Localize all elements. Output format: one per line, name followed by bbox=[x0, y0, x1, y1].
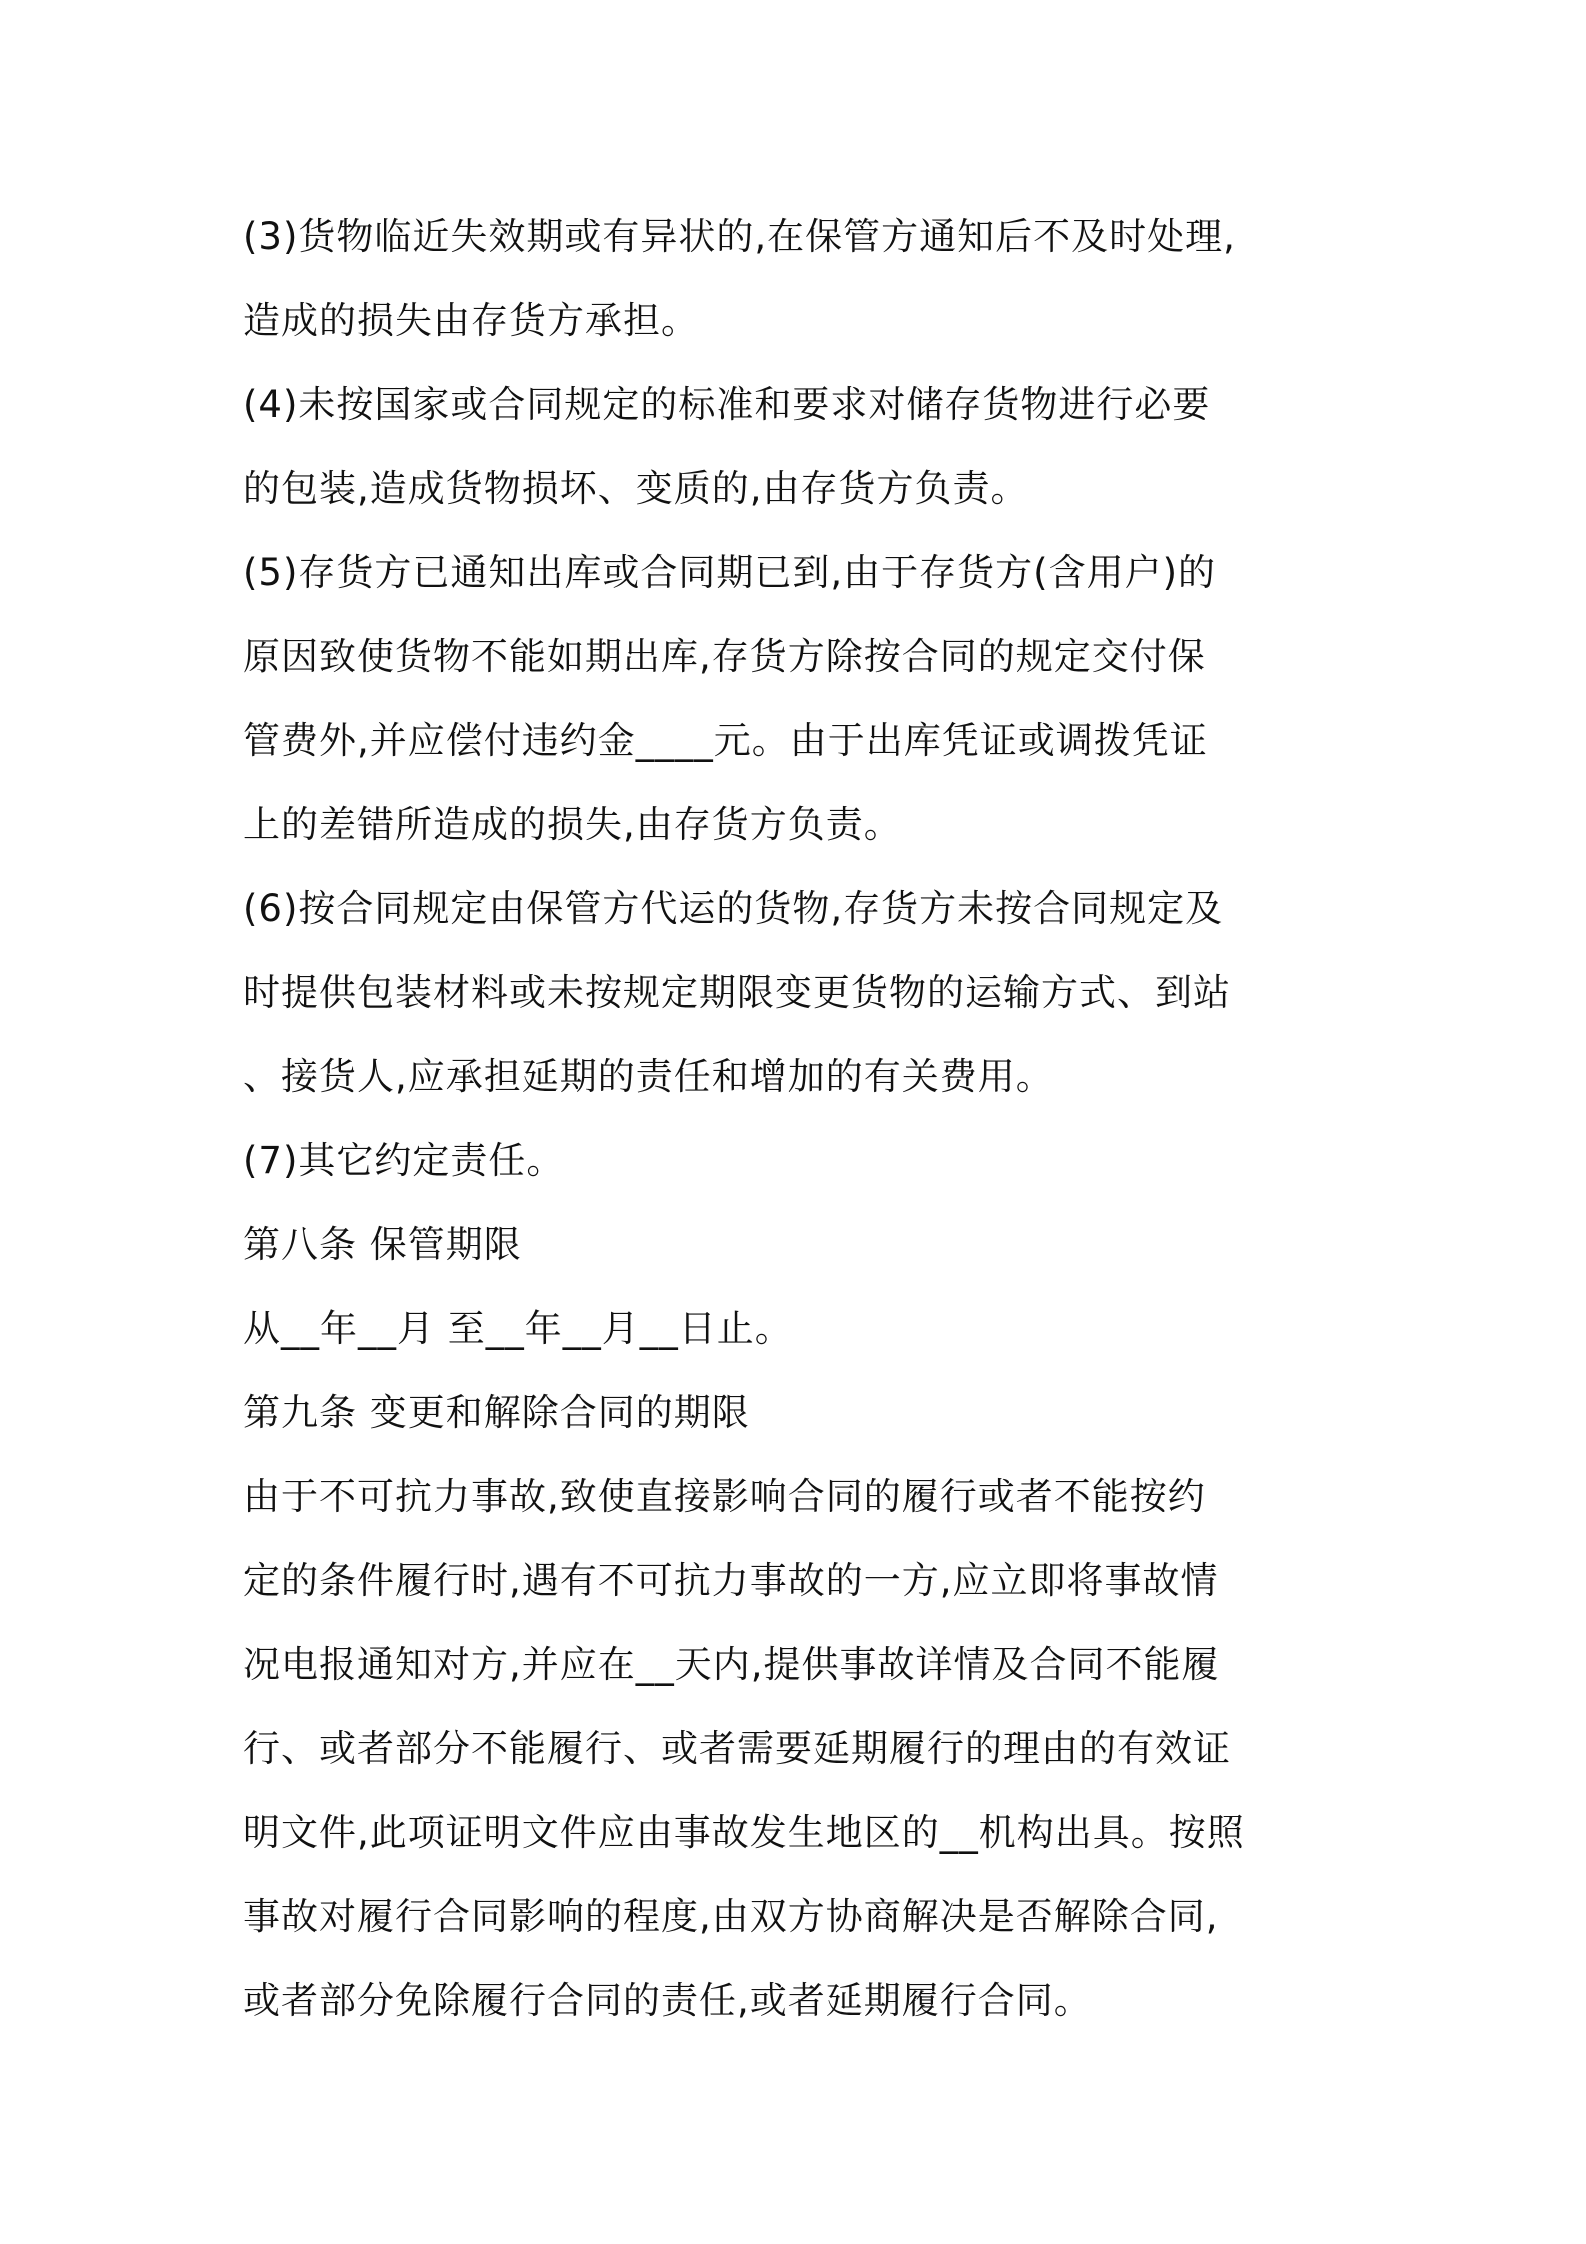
clause-3-line-2: 造成的损失由存货方承担。 bbox=[243, 299, 699, 342]
article-8-term-line: 从__年__月 至__年__月__日止。 bbox=[243, 1307, 793, 1350]
clause-6-line-2: 时提供包装材料或未按规定期限变更货物的运输方式、到站 bbox=[243, 971, 1231, 1014]
clause-5-line-3: 管费外,并应偿付违约金____元。由于出库凭证或调拨凭证 bbox=[243, 719, 1208, 762]
article-9-line-6: 事故对履行合同影响的程度,由双方协商解决是否解除合同, bbox=[243, 1895, 1219, 1938]
clause-6-line-1: (6)按合同规定由保管方代运的货物,存货方未按合同规定及 bbox=[243, 887, 1224, 930]
clause-4-line-2: 的包装,造成货物损坏、变质的,由存货方负责。 bbox=[243, 467, 1029, 510]
clause-3-line-1: (3)货物临近失效期或有异状的,在保管方通知后不及时处理, bbox=[243, 215, 1236, 258]
article-9-line-3: 况电报通知对方,并应在__天内,提供事故详情及合同不能履 bbox=[243, 1643, 1220, 1686]
clause-5-line-4: 上的差错所造成的损失,由存货方负责。 bbox=[243, 803, 902, 846]
article-8-heading: 第八条 保管期限 bbox=[243, 1223, 522, 1266]
clause-6-line-3: 、接货人,应承担延期的责任和增加的有关费用。 bbox=[243, 1055, 1054, 1098]
article-9-line-5: 明文件,此项证明文件应由事故发生地区的__机构出具。按照 bbox=[243, 1811, 1245, 1854]
clause-4-line-1: (4)未按国家或合同规定的标准和要求对储存货物进行必要 bbox=[243, 383, 1211, 426]
article-9-line-1: 由于不可抗力事故,致使直接影响合同的履行或者不能按约 bbox=[243, 1475, 1206, 1518]
article-9-line-4: 行、或者部分不能履行、或者需要延期履行的理由的有效证 bbox=[243, 1727, 1231, 1770]
clause-5-line-1: (5)存货方已通知出库或合同期已到,由于存货方(含用户)的 bbox=[243, 551, 1217, 594]
document-body bbox=[243, 195, 1363, 2043]
clause-7-line-1: (7)其它约定责任。 bbox=[243, 1139, 565, 1182]
clause-5-line-2: 原因致使货物不能如期出库,存货方除按合同的规定交付保 bbox=[243, 635, 1206, 678]
article-9-line-7: 或者部分免除履行合同的责任,或者延期履行合同。 bbox=[243, 1979, 1092, 2022]
article-9-line-2: 定的条件履行时,遇有不可抗力事故的一方,应立即将事故情 bbox=[243, 1559, 1219, 1602]
article-9-heading: 第九条 变更和解除合同的期限 bbox=[243, 1391, 750, 1434]
